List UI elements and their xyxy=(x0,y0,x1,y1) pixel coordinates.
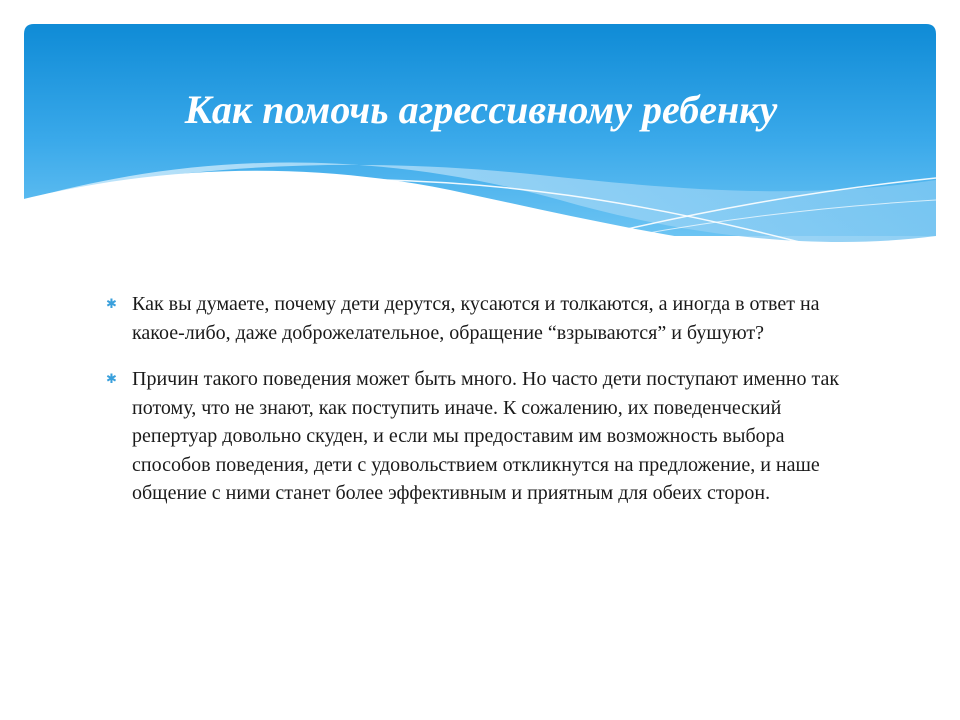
bullet-text: Как вы думаете, почему дети дерутся, кусаются и толкаются, а иногда в ответ на какое-либо, даже доброжелательное, обращение “взрываются” и бушуют? xyxy=(132,293,820,344)
bullet-item xyxy=(100,290,860,347)
asterisk-bullet-icon: ✱ xyxy=(106,371,117,386)
slide-title: Как помочь агрессивному ребенку xyxy=(184,87,778,132)
bullet-text: Причин такого поведения может быть много. Но часто дети поступают именно так потому, что не знают, как поступить иначе. К сожалению, их поведенческий репертуар довольно скуден, и если мы предоставим им возможность выбора способов поведения, дети с удовольствием откликнутся на предложение, и наше общение с ними станет более эффективным и приятным для обеих сторон. xyxy=(132,368,840,504)
bullet-item xyxy=(100,365,860,508)
slide-body xyxy=(100,290,860,526)
header-wave-banner xyxy=(0,0,960,280)
asterisk-bullet-icon: ✱ xyxy=(106,296,117,311)
